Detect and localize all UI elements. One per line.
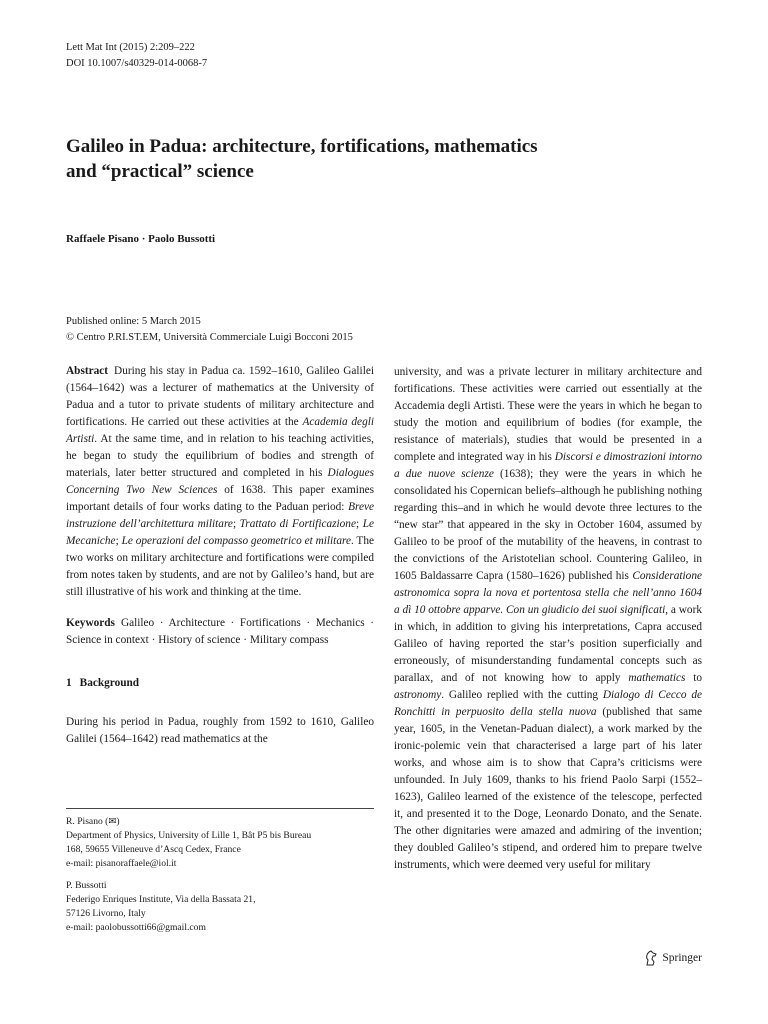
section-paragraph: During his period in Padua, roughly from 1592 to 1610, Galileo Galilei (1564–1642) read mathematics at the xyxy=(66,716,374,745)
journal-citation: Lett Mat Int (2015) 2:209–222 xyxy=(66,42,195,53)
abstract-italic: Trattato di Fortificazione xyxy=(239,518,356,530)
keywords-text: Galileo · Architecture · Fortifications · Mechanics · Science in context · History of science · Military compass xyxy=(66,617,374,646)
affiliation-email[interactable]: e-mail: pisanoraffaele@iol.it xyxy=(66,858,177,869)
abstract-italic: Academia degli Artisti xyxy=(66,416,374,445)
body-paragraph xyxy=(394,364,702,874)
copyright-line: © Centro P.RI.ST.EM, Università Commerciale Luigi Bocconi 2015 xyxy=(66,332,353,343)
affiliation-name: R. Pisano (✉) xyxy=(66,816,120,827)
abstract-italic: Dialogues Concerning Two New Sciences xyxy=(66,467,374,496)
abstract-text: ; xyxy=(232,518,240,530)
publication-info xyxy=(66,314,353,346)
author-affiliations xyxy=(66,808,374,943)
keywords xyxy=(66,615,374,649)
affiliation-line: 168, 59655 Villeneuve d’Ascq Cedex, France xyxy=(66,844,241,855)
section-title: Background xyxy=(79,677,140,689)
body-text: (published that same year, 1605, in the Venetan-Paduan dialect), a work marked by the ironic-polemic vein that characterised a large part of his later works, and whose aim is to show that Capra’s criticisms were unfounded. In July 1609, thanks to his friend Paolo Sarpi (1552–1623), Galileo learned of the existence of the telescope, perfected it, and presented it to the Doge, Leonardo Donato, and the Senate. The other dignitaries were amazed and admiring of the invention; they doubled Galileo’s stipend, and ordered him to prepare twelve instruments, which were deemed very useful for military xyxy=(394,706,702,871)
published-date: Published online: 5 March 2015 xyxy=(66,316,201,327)
section-heading xyxy=(66,675,374,692)
abstract-text: of 1638. This paper examines important details of four works dating to the Paduan period: xyxy=(66,484,374,513)
abstract-italic: Le operazioni del compasso geometrico et militare xyxy=(121,535,351,547)
left-column xyxy=(66,363,374,748)
body-italic: Consideratione astronomica sopra la nova et portentosa stella che nell’anno 1604 a dì 10 ottobre apparve. Con un giudicio dei suoi significati xyxy=(394,570,702,616)
body-text: university, and was a private lecturer in military architecture and fortifications. These activities were carried out essentially at the Accademia degli Artisti. These were the years in which he began to study the motion and equilibrium of bodies (for example, the resistance of materials), studies that would be presented in a complete and integrated way in his xyxy=(394,366,702,463)
right-column xyxy=(394,364,702,874)
body-text: , a work in which, in addition to giving his interpretations, Capra accused Galileo of having reported the star’s position superficially and erroneously, of misunderstanding fundamental concepts such as parallax, and of not knowing how to apply xyxy=(394,604,702,684)
body-italic: mathematics xyxy=(628,672,686,684)
publisher-name: Springer xyxy=(662,952,702,964)
body-text: to xyxy=(685,672,702,684)
journal-header xyxy=(66,40,207,72)
affiliation-email[interactable]: e-mail: paolobussotti66@gmail.com xyxy=(66,922,206,933)
affiliation-bussotti xyxy=(66,879,374,935)
journal-doi: DOI 10.1007/s40329-014-0068-7 xyxy=(66,58,208,69)
paper-title-line-1: Galileo in Padua: architecture, fortifications, mathematics xyxy=(66,136,538,157)
abstract-text: . At the same time, and in relation to his teaching activities, he began to study the equilibrium of bodies and strength of materials, later better structured and completed in his xyxy=(66,433,374,479)
springer-horse-icon xyxy=(644,950,658,966)
abstract-text: ; xyxy=(115,535,122,547)
keywords-label: Keywords xyxy=(66,617,115,629)
author-list: Raffaele Pisano · Paolo Bussotti xyxy=(66,233,216,245)
abstract-text: ; xyxy=(355,518,363,530)
abstract-italic: Le Mecaniche xyxy=(66,518,374,547)
affiliation-name: P. Bussotti xyxy=(66,880,107,891)
affiliation-line: Federigo Enriques Institute, Via della Bassata 21, xyxy=(66,894,256,905)
body-text: (1638); they were the years in which he consolidated his Copernican beliefs–although he publishing nothing regarding this–and in which he would devote three lectures to the “new star” that appeared in the sky in October 1604, assumed by Galileo to be proof of the mutability of the heavens, in contrast to the convictions of the Aristotelian school. Countering Galileo, in 1605 Baldassarre Capra (1580–1626) published his xyxy=(394,468,702,582)
abstract-label: Abstract xyxy=(66,365,109,377)
paper-title xyxy=(66,134,686,184)
body-italic: astronomy xyxy=(394,689,442,701)
body-italic: Discorsi e dimostrazioni intorno a due nuove scienze xyxy=(394,451,702,480)
section-number: 1 xyxy=(66,677,72,689)
affiliation-line: Department of Physics, University of Lille 1, Bât P5 bis Bureau xyxy=(66,830,312,841)
affiliation-pisano xyxy=(66,815,374,871)
abstract-text: . The two works on military architecture and fortifications were compiled from notes taken by students, and are not by Galileo’s hand, but are still illustrative of his work and thinking at the time. xyxy=(66,535,374,598)
body-text: . Galileo replied with the cutting xyxy=(441,689,603,701)
abstract-text: During his stay in Padua ca. 1592–1610, Galileo Galilei (1564–1642) was a lecturer of mathematics at the University of Padua and a tutor to private students of military architecture and fortifications. He carried out these activities at the xyxy=(66,365,374,428)
abstract xyxy=(66,363,374,601)
abstract-italic: Breve instruzione dell’architettura militare xyxy=(66,501,374,530)
publisher-logo xyxy=(644,950,702,966)
body-italic: Dialogo di Cecco de Ronchitti in perpuosito della stella nuova xyxy=(394,689,702,718)
affiliation-line: 57126 Livorno, Italy xyxy=(66,908,146,919)
paper-title-line-2: and “practical” science xyxy=(66,161,254,182)
